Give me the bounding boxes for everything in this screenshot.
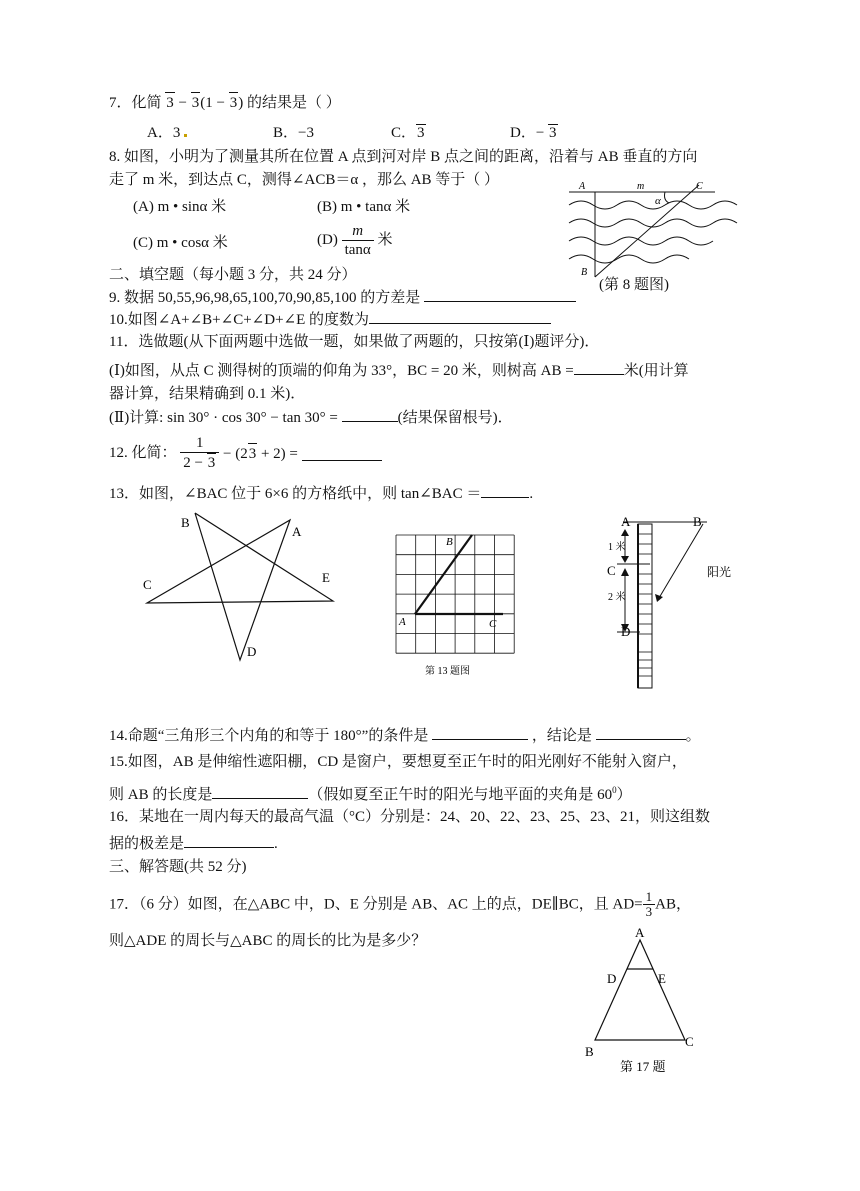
q16-line-1: 16．某地在一周内每天的最高气温（°C）分别是：24、20、22、23、25、23、21，则这组数	[109, 809, 711, 825]
q8-option-d: (D) $\frac{m}{\tan\alpha}$ 米	[317, 223, 393, 258]
q8-option-d-fraction: $\frac{m}{\tan\alpha}$	[342, 222, 374, 259]
star-label-b: B	[181, 515, 190, 530]
q9-line: 9. 数据 50,55,96,98,65,100,70,90,85,100 的方差是	[109, 287, 576, 308]
q8-line-2: 走了 m 米，到达点 C，测得∠ACB＝α ，那么 AB 等于（ ）	[109, 172, 500, 188]
star-label-d: D	[247, 644, 257, 659]
grid-label-a: A	[399, 616, 406, 628]
grid-lines	[396, 535, 514, 653]
q8-fig-label-a: A	[579, 181, 586, 192]
q10-answer-blank[interactable]	[369, 309, 551, 324]
awning-label-b: B	[693, 514, 702, 529]
mark-dot	[184, 134, 187, 137]
q11-line-2: (Ⅰ)如图，从点 C 测得树的顶端的仰角为 33°，BC = 20 米，则树高 AB = 米(用计算	[109, 360, 689, 381]
q8-figure-caption: (第 8 题图)	[599, 277, 669, 293]
q11-line-3: 器计算，结果精确到 0.1 米)．	[109, 386, 306, 402]
q7-number: 7．化简	[109, 95, 162, 111]
q12-fraction: $\frac{1}{2 - 3}$	[180, 434, 219, 472]
star-figure	[135, 505, 350, 670]
awning-label-d: D	[621, 624, 631, 639]
q17-label-b: B	[585, 1044, 594, 1059]
q7-radical-3: 3	[229, 92, 239, 113]
q11-line-4: (Ⅱ)计算: sin 30° · cos 30° − tan 30° = (结果保留根号)．	[109, 407, 513, 428]
star-label-a: A	[292, 524, 302, 539]
q11-answer-blank-1[interactable]	[574, 360, 624, 375]
q8-fig-label-alpha: α	[655, 195, 661, 207]
q12-answer-blank[interactable]	[302, 446, 382, 461]
q7-line	[109, 92, 341, 113]
section-3-title: 三、解答题(共 52 分)	[109, 859, 247, 875]
awning-label-sunlight: 阳光	[707, 565, 732, 579]
q15-line-2: 则 AB 的长度是 （假如夏至正午时的阳光与地平面的夹角是 $60^0$）	[109, 785, 632, 803]
q9-answer-blank[interactable]	[424, 287, 576, 302]
q17-label-a: A	[635, 925, 645, 940]
awning-label-2m: 2 米	[608, 592, 626, 603]
q13-answer-blank[interactable]	[481, 483, 529, 498]
q17-line-2: 则△ADE 的周长与△ABC 的周长的比为是多少？	[109, 933, 427, 949]
q17-line-1: 17．（6 分）如图，在△ABC 中，D、E 分别是 AB、AC 上的点，DE∥BC，且 AD= $\frac{1}{3}$ AB，	[109, 889, 691, 919]
q17-caption: 第 17 题	[620, 1059, 666, 1074]
q11-line-1: 11．选做题(从下面两题中选做一题，如果做了两题的，只按第(Ⅰ)题评分)．	[109, 334, 600, 350]
q7-paren: (1 −	[200, 95, 229, 111]
grid-label-b: B	[446, 536, 453, 548]
q16-answer-blank[interactable]	[184, 833, 274, 848]
awning-figure	[605, 512, 755, 692]
q14-answer-blank-conclusion[interactable]	[596, 725, 686, 740]
q14-line: 14.命题“三角形三个内角的和等于 180°”的条件是 ，结论是 。	[109, 725, 701, 746]
q12-line: 12. 化简： $\frac{1}{2 - 3}$ − (23 + 2) =	[109, 434, 382, 472]
q7-close: )	[238, 95, 244, 111]
section-2-title: 二、填空题（每小题 3 分，共 24 分）	[109, 267, 357, 283]
q11-answer-blank-2[interactable]	[342, 407, 398, 422]
q8-fig-label-m: m	[637, 181, 645, 192]
awning-label-1m: 1 米	[608, 542, 626, 553]
q14-answer-blank-condition[interactable]	[432, 725, 528, 740]
q7-radical-1: 3	[165, 92, 175, 113]
star-label-c: C	[143, 577, 152, 592]
awning-label-a: A	[621, 514, 631, 529]
q8-option-c: (C) m • cosα 米	[133, 235, 228, 251]
q13-line: 13．如图，∠BAC 位于 6×6 的方格纸中，则 tan∠BAC ＝ .	[109, 483, 533, 504]
q17-label-c: C	[685, 1034, 694, 1049]
q7-option-a: A．3	[147, 121, 187, 142]
grid-caption: 第 13 题图	[425, 666, 470, 677]
q7-minus: −	[174, 95, 191, 111]
q7-option-b: B．−3	[273, 125, 314, 141]
q15-answer-blank[interactable]	[212, 784, 308, 799]
q8-fig-label-c: C	[696, 181, 703, 192]
q17-fraction: $\frac{1}{3}$	[643, 890, 656, 919]
q8-fig-label-b: B	[581, 267, 588, 278]
q16-line-2: 据的极差是 .	[109, 833, 278, 854]
awning-label-c: C	[607, 563, 616, 578]
q17-triangle-figure	[575, 925, 705, 1075]
q10-line: 10.如图∠A+∠B+∠C+∠D+∠E 的度数为	[109, 309, 551, 330]
q8-option-b: (B) m • tanα 米	[317, 199, 411, 215]
q15-line-1: 15.如图，AB 是伸缩性遮阳棚，CD 是窗户，要想夏至正午时的阳光刚好不能射入窗户，	[109, 754, 687, 770]
q17-label-e: E	[658, 971, 666, 986]
q8-option-a: (A) m • sinα 米	[133, 199, 227, 215]
q7-tail: 的结果是（ ）	[243, 95, 341, 111]
q17-label-d: D	[607, 971, 617, 986]
q7-radical-2: 3	[191, 92, 201, 113]
window-ladder-lines	[638, 534, 652, 676]
star-label-e: E	[322, 570, 330, 585]
q8-line-1: 8. 如图，小明为了测量其所在位置 A 点到河对岸 B 点之间的距离，沿着与 AB 垂直的方向	[109, 149, 698, 165]
grid-figure	[393, 532, 533, 682]
q7-option-d: D．− 3	[510, 125, 557, 141]
grid-label-c: C	[489, 618, 497, 630]
q7-option-c: C．3	[391, 125, 425, 141]
